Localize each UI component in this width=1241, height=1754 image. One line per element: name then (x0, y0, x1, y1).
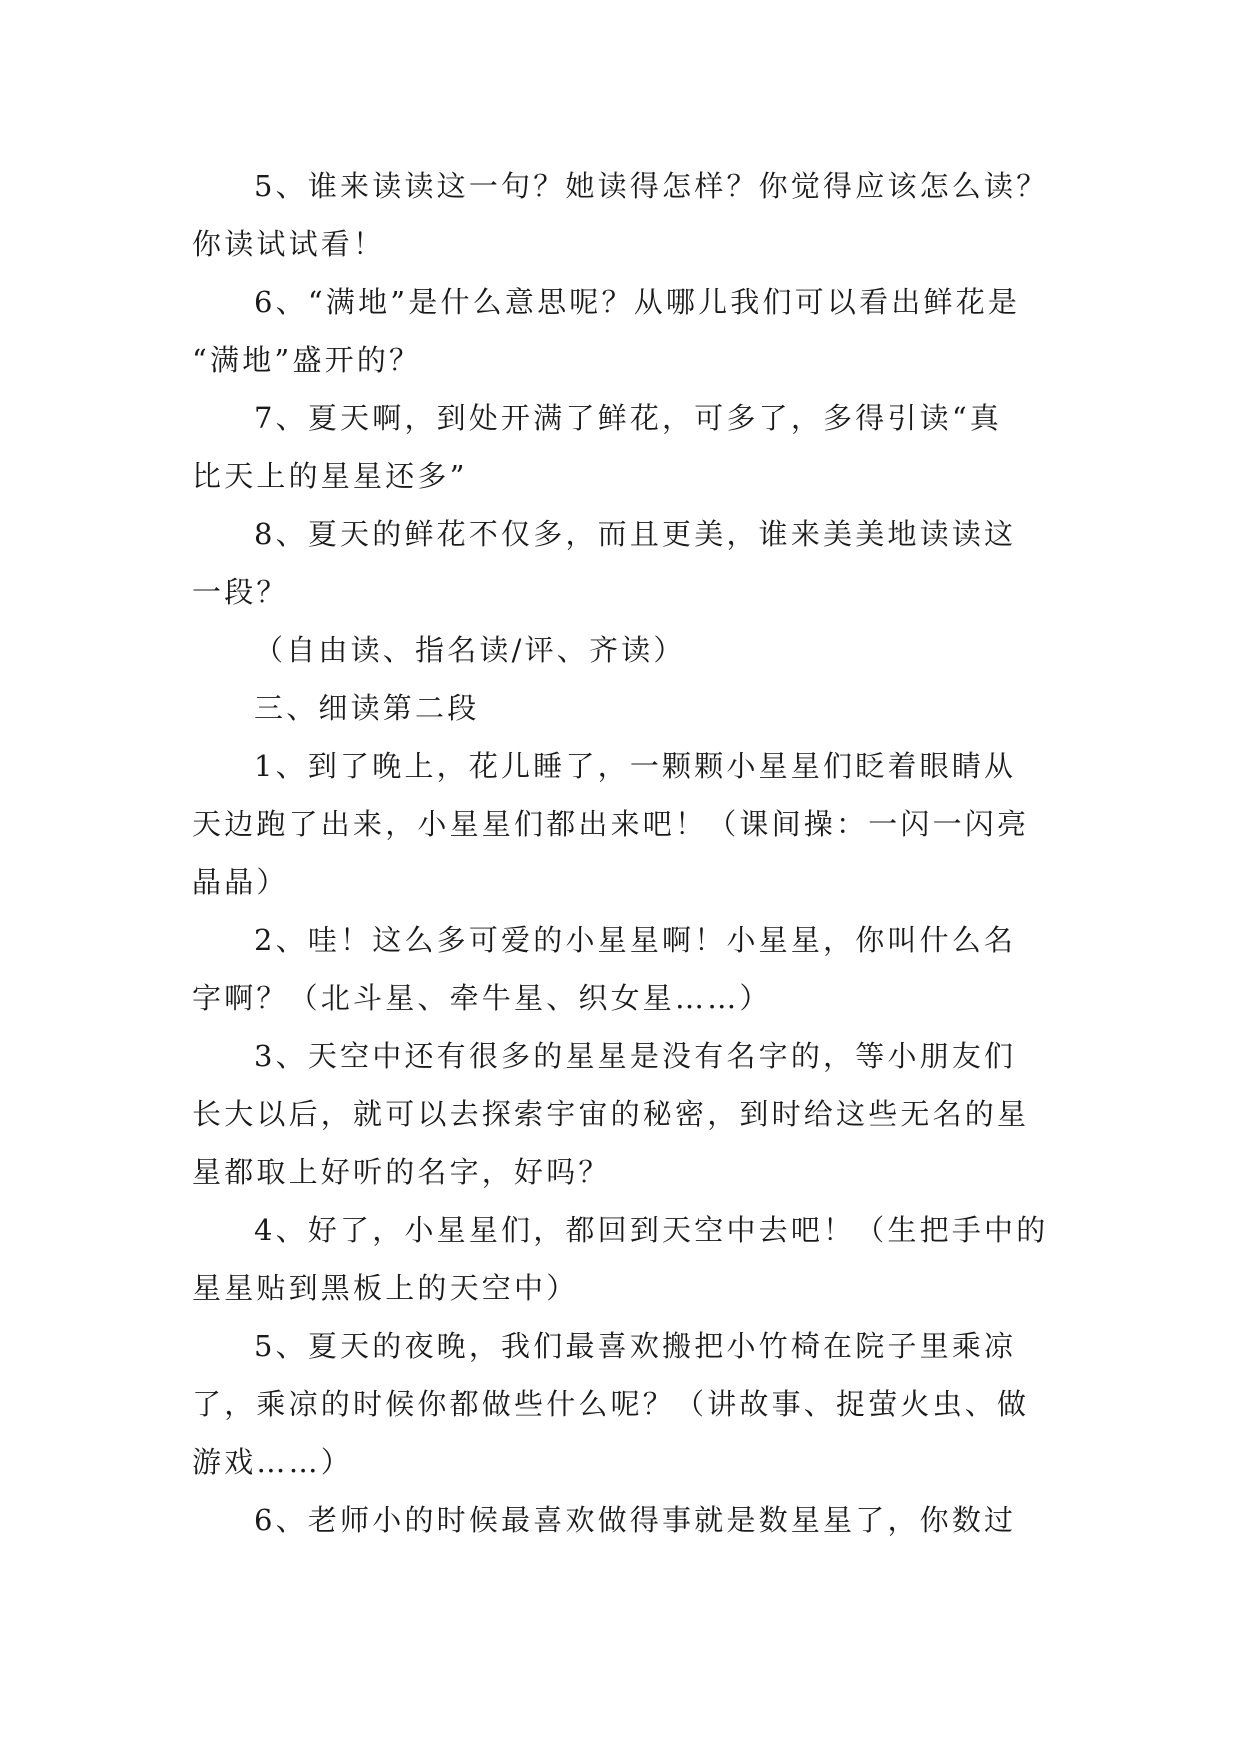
paragraph-line: 天边跑了出来，小星星们都出来吧！（课间操：一闪一闪亮 (192, 807, 1030, 841)
paragraph-line: 长大以后，就可以去探索宇宙的秘密，到时给这些无名的星 (192, 1097, 1030, 1131)
paragraph-line: 比天上的星星还多” (192, 459, 468, 493)
paragraph-line: 3、天空中还有很多的星星是没有名字的，等小朋友们 (254, 1039, 1017, 1073)
document-body (192, 157, 1052, 1549)
paragraph-line: 7、夏天啊，到处开满了鲜花，可多了，多得引读“真 (254, 401, 1003, 435)
paragraph-line: “满地”盛开的？ (192, 343, 422, 377)
paragraph-line: 了，乘凉的时候你都做些什么呢？（讲故事、捉萤火虫、做 (192, 1387, 1030, 1421)
paragraph-line: 2、哇！这么多可爱的小星星啊！小星星，你叫什么名 (254, 923, 1017, 957)
paragraph-line: 你读试试看！ (192, 227, 386, 261)
paragraph-line: 8、夏天的鲜花不仅多，而且更美，谁来美美地读读这 (254, 517, 1017, 551)
section-heading: 三、细读第二段 (254, 691, 480, 725)
paragraph-line: 1、到了晚上，花儿睡了，一颗颗小星星们眨着眼睛从 (254, 749, 1017, 783)
paragraph-line: 5、夏天的夜晚，我们最喜欢搬把小竹椅在院子里乘凉 (254, 1329, 1017, 1363)
paragraph-line: 游戏……） (192, 1445, 354, 1479)
paragraph-line: 星都取上好听的名字，好吗？ (192, 1155, 611, 1189)
paragraph-line: （自由读、指名读/评、齐读） (254, 633, 686, 667)
paragraph-line: 4、好了，小星星们，都回到天空中去吧！（生把手中的 (254, 1213, 1049, 1247)
paragraph-line: 6、老师小的时候最喜欢做得事就是数星星了，你数过 (254, 1503, 1017, 1537)
paragraph-line: 晶晶） (192, 865, 289, 899)
paragraph-line: 5、谁来读读这一句？她读得怎样？你觉得应该怎么读？ (254, 169, 1049, 203)
paragraph-line: 字啊？（北斗星、牵牛星、织女星……） (192, 981, 772, 1015)
paragraph-line: 一段？ (192, 575, 289, 609)
paragraph-line: 星星贴到黑板上的天空中） (192, 1271, 579, 1305)
paragraph-line: 6、“满地”是什么意思呢？从哪儿我们可以看出鲜花是 (254, 285, 1021, 319)
